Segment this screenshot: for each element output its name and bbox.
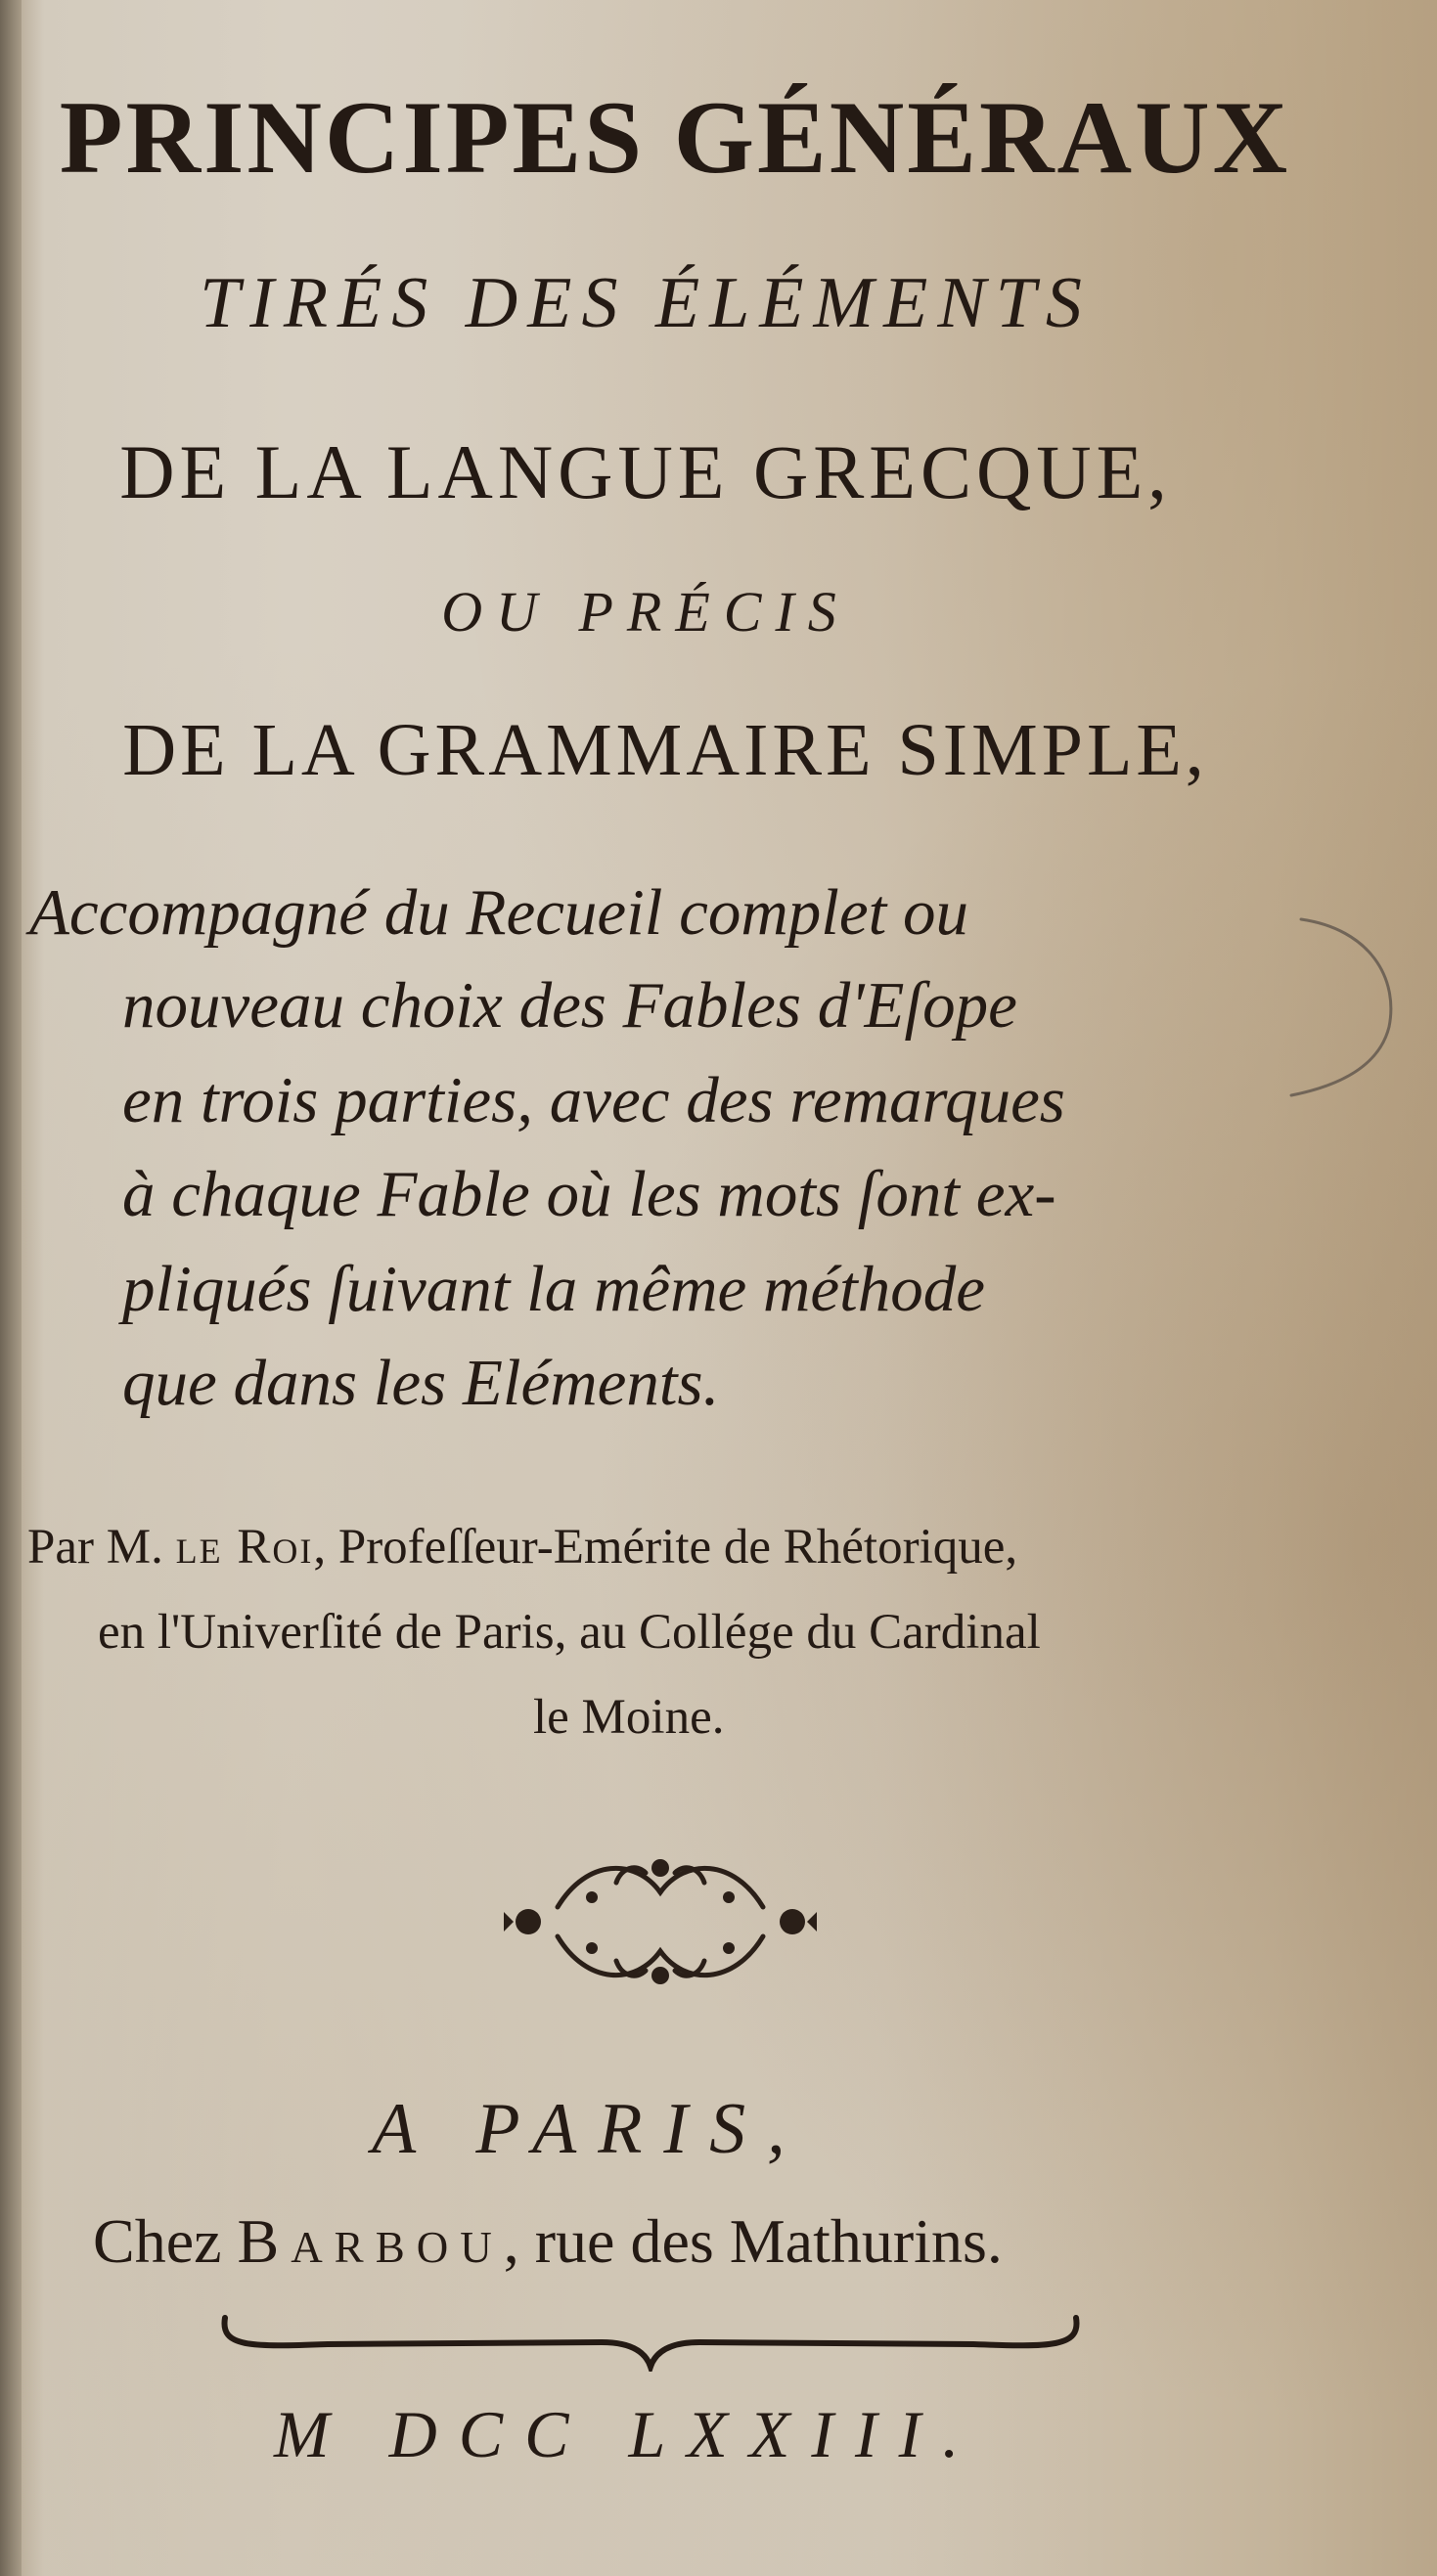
author-line-3: le Moine. — [533, 1690, 725, 1745]
author-title: , Profeſſeur-Emérite de Rhétorique, — [313, 1520, 1018, 1575]
pencil-bracket-mark — [1281, 900, 1409, 1125]
decorative-rule — [210, 2303, 1091, 2372]
description-line: en trois parties, avec des remarques — [122, 1064, 1065, 1136]
author-prefix: Par M. — [27, 1520, 176, 1575]
subtitle-line-4: DE LA GRAMMAIRE SIMPLE, — [122, 709, 1208, 791]
author-name: le Roi — [175, 1520, 314, 1575]
description-line: Accompagné du Recueil complet ou — [29, 876, 968, 949]
author-line-1 — [27, 1519, 1017, 1576]
subtitle-line-3: OU PRÉCIS — [441, 580, 850, 644]
subtitle-line-1: TIRÉS DES ÉLÉMENTS — [200, 263, 1092, 343]
imprint-place: A PARIS, — [372, 2089, 807, 2169]
binding-gutter — [0, 0, 22, 2576]
author-line-2: en l'Univerſité de Paris, au Collége du Cardinal — [98, 1605, 1041, 1660]
description-line: à chaque Fable où les mots ſont ex- — [122, 1158, 1056, 1230]
description-line: pliqués ſuivant la même méthode — [122, 1253, 985, 1325]
publication-date: M DCC LXXIII. — [274, 2397, 981, 2471]
description-line: que dans les Eléments. — [122, 1347, 720, 1419]
printer-address: , rue des Mathurins. — [503, 2206, 1003, 2276]
printer-prefix: Chez — [93, 2206, 238, 2276]
floral-fleuron-icon — [499, 1839, 822, 2005]
printer-line — [93, 2205, 1003, 2278]
description-line: nouveau choix des Fables d'Eſope — [122, 969, 1017, 1042]
main-title: PRINCIPES GÉNÉRAUX — [59, 80, 1291, 195]
printer-name: Barbou — [237, 2206, 504, 2276]
subtitle-line-2: DE LA LANGUE GRECQUE, — [119, 429, 1172, 514]
